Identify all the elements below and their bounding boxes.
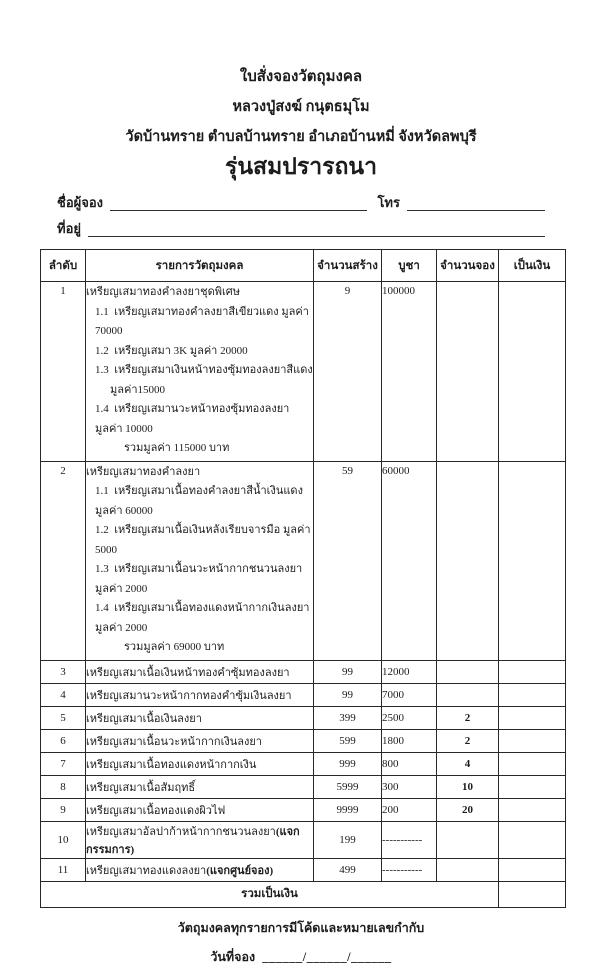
cell-quantity-made: 9999 <box>314 798 382 821</box>
cell-quantity-made: 999 <box>314 752 382 775</box>
date-input-line[interactable]: ______/______/______ <box>262 949 392 964</box>
cell-item: เหรียญเสมานวะหน้ากากทองคำซุ้มเงินลงยา <box>86 683 314 706</box>
cell-price: 200 <box>382 798 437 821</box>
cell-no: 6 <box>41 729 86 752</box>
edition-title: รุ่นสมปรารถนา <box>224 154 378 179</box>
total-label-cell: รวมเป็นเงิน <box>41 881 499 907</box>
cell-price: 2500 <box>382 706 437 729</box>
sub-item-line: 1.4 เหรียญเสมานวะหน้าทองซุ้มทองลงยา มูลค่า 10000 <box>95 403 293 435</box>
cell-amount[interactable] <box>499 706 566 729</box>
phone-input-line[interactable] <box>407 194 545 211</box>
col-header-quantity-reserved: จำนวนจอง <box>437 250 499 282</box>
monk-name: หลวงปู่สงฆ์ กนุตธมุโม <box>232 99 370 115</box>
table-row <box>41 461 566 660</box>
sub-item-line: 1.2 เหรียญเสมา 3K มูลค่า 20000 <box>95 344 248 357</box>
cell-amount[interactable] <box>499 775 566 798</box>
sub-item-line: 1.3 เหรียญเสมาเงินหน้าทองซุ้มทองลงยาสีแดง <box>95 364 313 376</box>
address-label: ที่อยู่ <box>57 221 81 236</box>
cell-no: 3 <box>41 660 86 683</box>
cell-item: เหรียญเสมาเนื้อนวะหน้ากากเงินลงยา <box>86 729 314 752</box>
sub-item-line: 1.4 เหรียญเสมาเนื้อทองแดงหน้ากากเงินลงยา มูลค่า 2000 <box>95 602 313 634</box>
cell-no: 10 <box>41 821 86 858</box>
booking-date-line <box>0 947 602 967</box>
sub-item-line: 1.1 เหรียญเสมาเนื้อทองคำลงยาสีน้ำเงินแดง มูลค่า 60000 <box>95 485 306 517</box>
col-header-item: รายการวัตถุมงคล <box>86 250 314 282</box>
cell-no: 11 <box>41 858 86 881</box>
cell-amount[interactable] <box>499 821 566 858</box>
cell-price: 300 <box>382 775 437 798</box>
sub-item-line: รวมมูลค่า 69000 บาท <box>124 641 225 653</box>
name-phone-line <box>57 185 545 211</box>
cell-no: 1 <box>41 282 86 462</box>
document-header <box>0 67 602 183</box>
cell-price: ----------- <box>382 858 437 881</box>
cell-item <box>86 858 314 881</box>
cell-price: 7000 <box>382 683 437 706</box>
cell-price: 1800 <box>382 729 437 752</box>
total-row <box>41 881 566 907</box>
cell-amount[interactable] <box>499 660 566 683</box>
cell-quantity-made: 399 <box>314 706 382 729</box>
cell-quantity-reserved[interactable]: 20 <box>437 798 499 821</box>
cell-price: 60000 <box>382 461 437 660</box>
table-row <box>41 858 566 881</box>
cell-amount[interactable] <box>499 461 566 660</box>
sub-item-line: 1.1 เหรียญเสมาทองคำลงยาสีเขียวแดง มูลค่า 70000 <box>95 305 312 337</box>
cell-quantity-made: 5999 <box>314 775 382 798</box>
table-row <box>41 775 566 798</box>
sub-item-line: รวมมูลค่า 115000 บาท <box>124 442 230 454</box>
address-line <box>57 211 545 237</box>
cell-quantity-made: 599 <box>314 729 382 752</box>
cell-item: เหรียญเสมาเนื้อสัมฤทธิ์ <box>86 775 314 798</box>
footer-note: วัตถุมงคลทุกรายการมีโค้ดและหมายเลขกำกับ <box>177 920 425 935</box>
col-header-no: ลำดับ <box>41 250 86 282</box>
sub-item-line: มูลค่า15000 <box>110 383 166 396</box>
cell-amount[interactable] <box>499 729 566 752</box>
cell-item: เหรียญเสมาเนื้อเงินหน้าทองคำซุ้มทองลงยา <box>86 660 314 683</box>
item-label: เหรียญเสมาอัลปาก้าหน้ากากชนวนลงยา <box>86 825 276 838</box>
address-input-line[interactable] <box>88 220 545 237</box>
cell-no: 2 <box>41 461 86 660</box>
cell-quantity-reserved[interactable] <box>437 821 499 858</box>
cell-item <box>86 282 314 462</box>
cell-quantity-made: 499 <box>314 858 382 881</box>
cell-no: 9 <box>41 798 86 821</box>
cell-quantity-made: 199 <box>314 821 382 858</box>
sub-item-line: 1.3 เหรียญเสมาเนื้อนวะหน้ากากชนวนลงยา มูลค่า 2000 <box>95 563 305 595</box>
cell-quantity-reserved[interactable]: 2 <box>437 706 499 729</box>
date-label: วันที่จอง <box>210 949 256 964</box>
cell-quantity-reserved[interactable] <box>437 858 499 881</box>
table-header-row <box>41 250 566 282</box>
cell-quantity-reserved[interactable] <box>437 282 499 462</box>
name-input-line[interactable] <box>110 194 367 211</box>
cell-quantity-made: 99 <box>314 660 382 683</box>
item-label: เหรียญเสมาทองแดงลงยา <box>86 864 207 877</box>
temple-address: วัดบ้านทราย ตำบลบ้านทราย อำเภอบ้านหมี่ จังหวัดลพบุรี <box>125 129 477 145</box>
col-header-price: บูชา <box>382 250 437 282</box>
item-label-bold: (แจกศูนย์จอง) <box>206 864 274 877</box>
cell-price: 800 <box>382 752 437 775</box>
document-title: ใบสั่งจองวัตถุมงคล <box>239 69 363 85</box>
cell-amount[interactable] <box>499 798 566 821</box>
cell-no: 7 <box>41 752 86 775</box>
table-row <box>41 821 566 858</box>
name-label: ชื่อผู้จอง <box>57 195 104 210</box>
cell-item: เหรียญเสมาเนื้อทองแดงผิวไฟ <box>86 798 314 821</box>
col-header-amount: เป็นเงิน <box>499 250 566 282</box>
table-row <box>41 660 566 683</box>
cell-no: 5 <box>41 706 86 729</box>
cell-price: ----------- <box>382 821 437 858</box>
table-row <box>41 798 566 821</box>
cell-amount[interactable] <box>499 752 566 775</box>
order-table <box>40 249 566 908</box>
cell-quantity-made: 9 <box>314 282 382 462</box>
cell-item <box>86 461 314 660</box>
cell-amount[interactable] <box>499 858 566 881</box>
cell-quantity-reserved[interactable] <box>437 461 499 660</box>
cell-item: เหรียญเสมาเนื้อทองแดงหน้ากากเงิน <box>86 752 314 775</box>
cell-item <box>86 821 314 858</box>
cell-price: 100000 <box>382 282 437 462</box>
cell-item: เหรียญเสมาเนื้อเงินลงยา <box>86 706 314 729</box>
table-row <box>41 683 566 706</box>
table-row <box>41 729 566 752</box>
cell-quantity-reserved[interactable] <box>437 660 499 683</box>
total-amount-cell[interactable] <box>499 881 566 907</box>
item-label: เหรียญเสมาทองคำลงยาชุดพิเศษ <box>86 286 240 298</box>
sub-item-line: 1.2 เหรียญเสมาเนื้อเงินหลังเรียบจารมือ มูลค่า 5000 <box>95 524 314 556</box>
table-row <box>41 752 566 775</box>
cell-price: 12000 <box>382 660 437 683</box>
phone-label: โทร <box>377 195 400 210</box>
cell-amount[interactable] <box>499 282 566 462</box>
cell-quantity-reserved[interactable]: 2 <box>437 729 499 752</box>
cell-quantity-reserved[interactable]: 4 <box>437 752 499 775</box>
table-row <box>41 282 566 462</box>
col-header-quantity-made: จำนวนสร้าง <box>314 250 382 282</box>
cell-quantity-reserved[interactable]: 10 <box>437 775 499 798</box>
cell-quantity-made: 99 <box>314 683 382 706</box>
cell-no: 4 <box>41 683 86 706</box>
item-label-bold: (แจกกรรมการ) <box>86 825 300 856</box>
booker-info-form <box>57 185 545 237</box>
cell-no: 8 <box>41 775 86 798</box>
cell-quantity-reserved[interactable] <box>437 683 499 706</box>
cell-amount[interactable] <box>499 683 566 706</box>
table-row <box>41 706 566 729</box>
item-label: เหรียญเสมาทองคำลงยา <box>86 465 201 478</box>
cell-quantity-made: 59 <box>314 461 382 660</box>
